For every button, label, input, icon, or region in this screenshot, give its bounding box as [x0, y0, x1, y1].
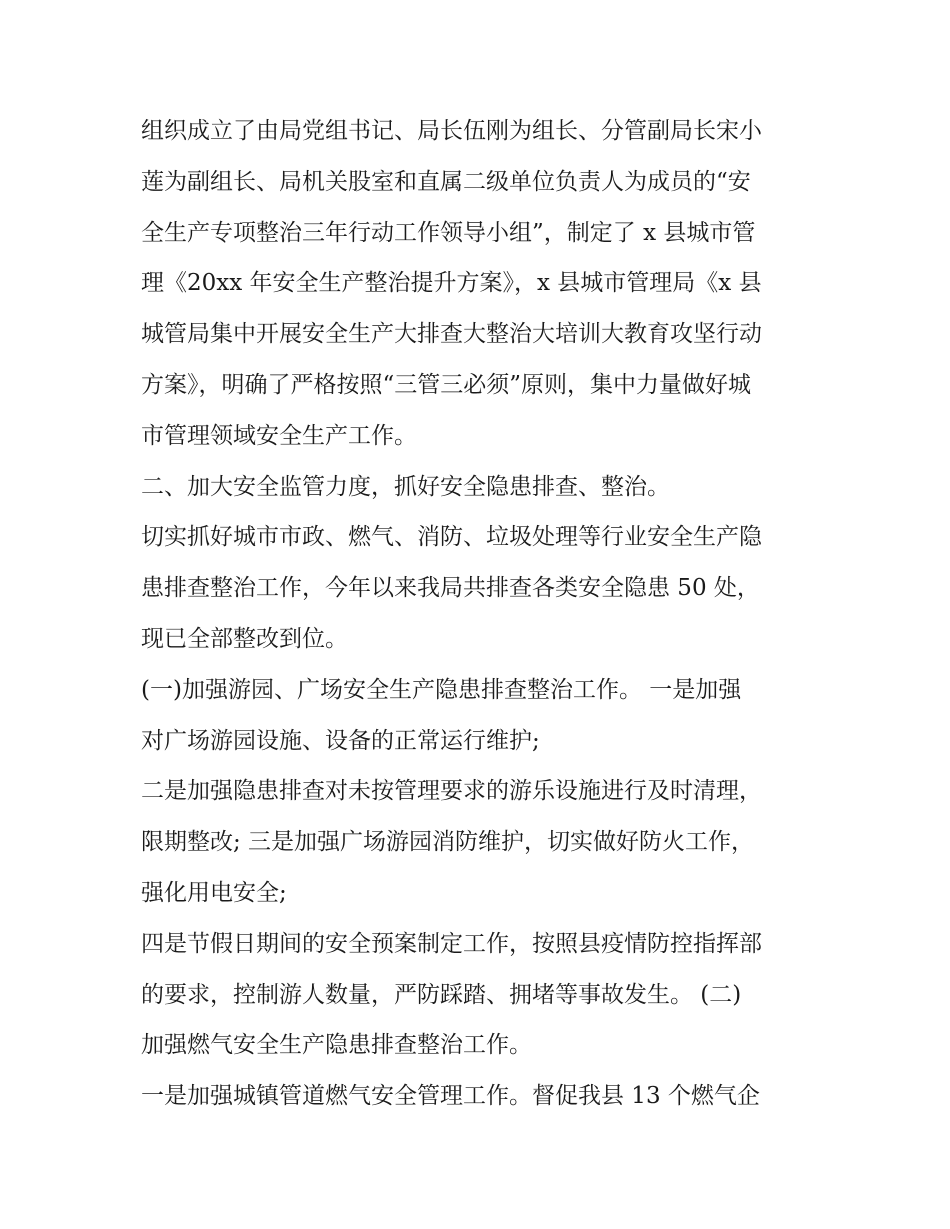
text-line: 理《20xx 年安全生产整治提升方案》，x 县城市管理局《x 县 [141, 270, 762, 297]
text-line: 现已全部整改到位。 [141, 625, 348, 652]
text-line: 的要求，控制游人数量，严防踩踏、拥堵等事故发生。 (二) [141, 981, 742, 1008]
text-line: 限期整改; 三是加强广场游园消防维护，切实做好防火工作， [141, 829, 755, 856]
text-line: 四是节假日期间的安全预案制定工作，按照县疫情防控指挥部 [141, 930, 762, 957]
text-line: 强化用电安全; [141, 879, 287, 906]
text-line: 加强燃气安全生产隐患排查整治工作。 [141, 1032, 532, 1059]
text-line: 一是加强城镇管道燃气安全管理工作。督促我县 13 个燃气企 [141, 1083, 760, 1110]
text-line: 城管局集中开展安全生产大排查大整治大培训大教育攻坚行动 [141, 321, 762, 348]
text-line: 市管理领域安全生产工作。 [141, 422, 417, 449]
text-line: 二是加强隐患排查对未按管理要求的游乐设施进行及时清理， [141, 778, 762, 805]
text-line: (一)加强游园、广场安全生产隐患排查整治工作。 一是加强 [141, 676, 742, 703]
text-line: 患排查整治工作，今年以来我局共排查各类安全隐患 50 处， [141, 575, 760, 602]
text-line: 全生产专项整治三年行动工作领导小组”，制定了 x 县城市管 [141, 219, 756, 246]
text-line: 组织成立了由局党组书记、局长伍刚为组长、分管副局长宋小 [141, 118, 762, 144]
text-line: 方案》，明确了严格按照“三管三必须”原则，集中力量做好城 [141, 371, 752, 398]
text-line: 切实抓好城市市政、燃气、消防、垃圾处理等行业安全生产隐 [141, 524, 762, 551]
section-heading: 二、加大安全监管力度，抓好安全隐患排查、整治。 [141, 473, 670, 500]
text-line: 莲为副组长、局机关股室和直属二级单位负责人为成员的“安 [141, 168, 751, 195]
text-line: 对广场游园设施、设备的正常运行维护; [141, 727, 540, 754]
document-body [141, 106, 821, 1122]
